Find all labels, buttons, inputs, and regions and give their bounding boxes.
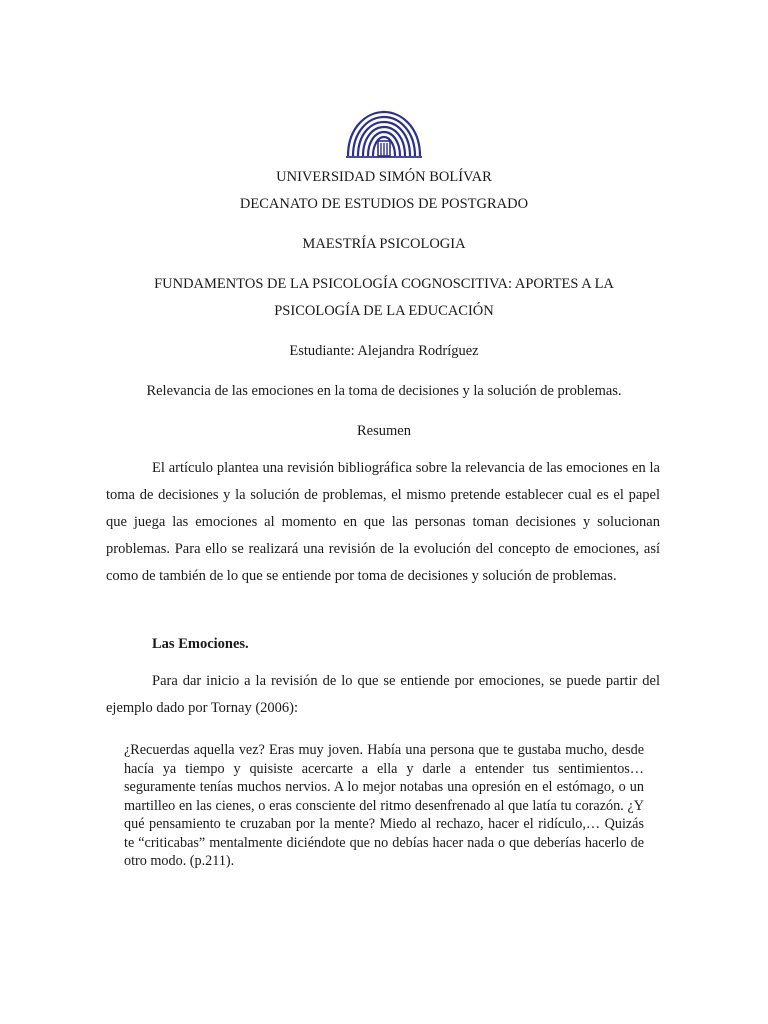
university-name: UNIVERSIDAD SIMÓN BOLÍVAR xyxy=(276,169,492,185)
abstract-paragraph xyxy=(106,455,660,590)
intro-text: Para dar inicio a la revisión de lo que se entiende por emociones, se puede partir del ejemplo dado por Tornay (2006): xyxy=(106,673,660,716)
intro-paragraph xyxy=(106,668,660,722)
course-title-line-1: FUNDAMENTOS DE LA PSICOLOGÍA COGNOSCITIVA: APORTES A LA xyxy=(154,276,614,292)
program-name: MAESTRÍA PSICOLOGIA xyxy=(302,236,466,252)
block-quote: ¿Recuerdas aquella vez? Eras muy joven. Había una persona que te gustaba mucho, desde hacía ya tiempo y quisiste acercarte a ella y darle a entender tus sentimientos… seguramente tenías muchos nervios. A lo mejor notabas una opresión en el estómago, o un martilleo en las cienes, o eras consciente del ritmo desenfrenado al que latía tu corazón. ¿Y qué pensamiento te cruzaban por la mente? Miedo al rechazo, hacer el ridículo,… Quizás te “criticabas” mentalmente diciéndote que no debías hacer nada o que deberías hacerlo de otro modo. (p.211). xyxy=(124,742,644,869)
section-heading: Las Emociones. xyxy=(152,636,249,652)
deanery-name: DECANATO DE ESTUDIOS DE POSTGRADO xyxy=(239,196,529,212)
abstract-heading: Resumen xyxy=(357,423,411,439)
student-name: Estudiante: Alejandra Rodríguez xyxy=(289,343,479,359)
university-logo-icon xyxy=(344,108,424,160)
course-title-line-2: PSICOLOGÍA DE LA EDUCACIÓN xyxy=(274,303,494,319)
abstract-text: El artículo plantea una revisión bibliográfica sobre la relevancia de las emociones en la toma de decisiones y la solución de problemas, el mismo pretende establecer cual es el papel que juega las emociones al momento en que las personas toman decisiones y solucionan problemas. Para ello se realizará una revisión de la evolución del concepto de emociones, así como de también de lo que se entiende por toma de decisiones y solución de problemas. xyxy=(106,460,660,584)
article-title: Relevancia de las emociones en la toma de decisiones y la solución de problemas. xyxy=(146,383,622,399)
